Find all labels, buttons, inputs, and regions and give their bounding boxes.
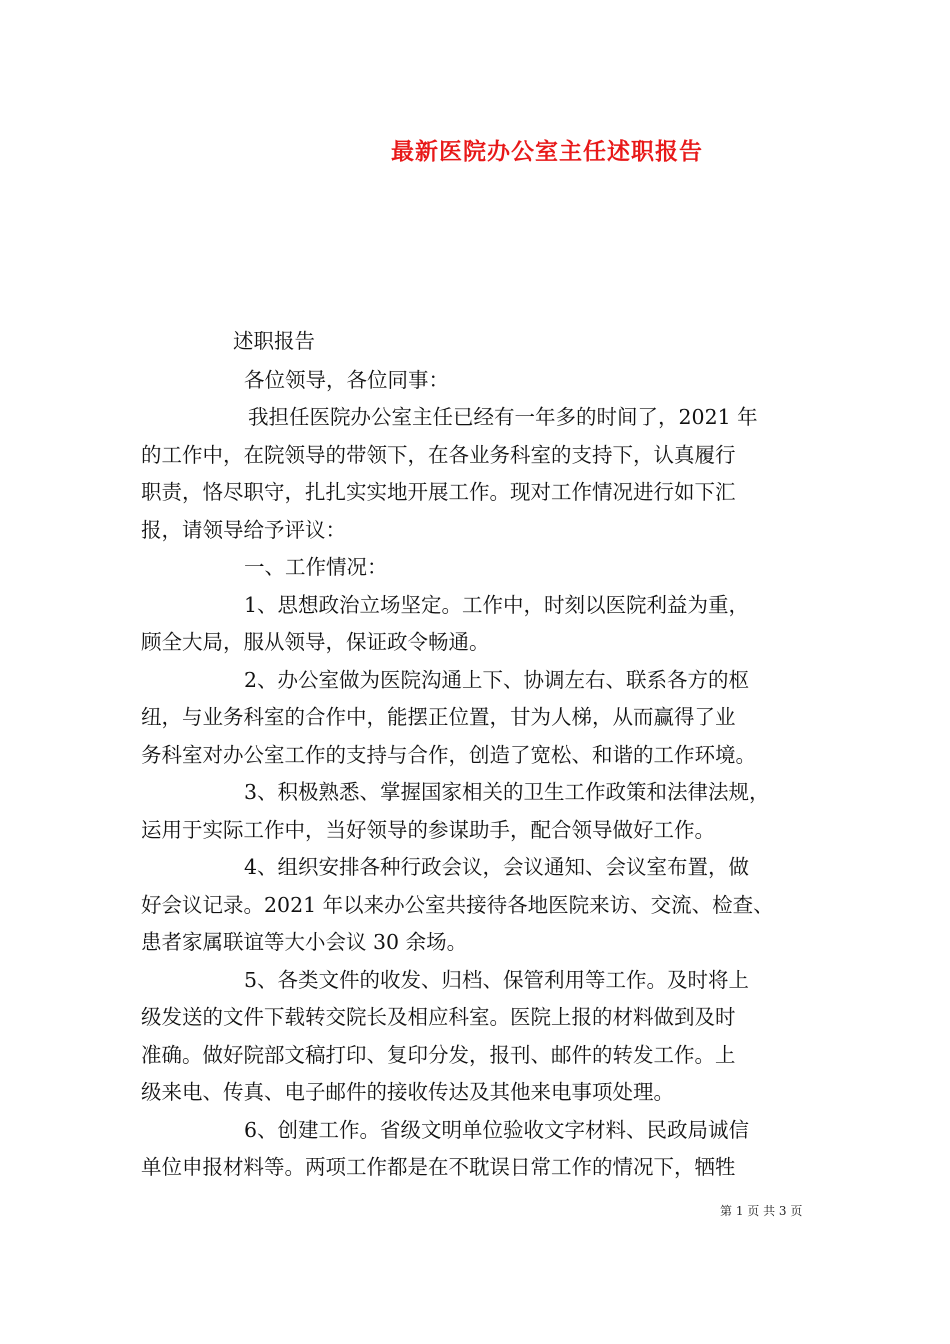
body-line: 6、创建工作。省级文明单位验收文字材料、民政局诚信 [244, 1118, 750, 1142]
body-line: 纽，与业务科室的合作中，能摆正位置，甘为人梯，从而赢得了业 [141, 705, 736, 729]
body-line: 准确。做好院部文稿打印、复印分发，报刊、邮件的转发工作。上 [141, 1043, 736, 1067]
body-line: 务科室对办公室工作的支持与合作，创造了宽松、和谐的工作环境。 [141, 743, 756, 767]
body-line: 的工作中，在院领导的带领下，在各业务科室的支持下，认真履行 [141, 443, 736, 467]
body-line: 顾全大局，服从领导，保证政令畅通。 [141, 630, 490, 654]
body-line: 运用于实际工作中，当好领导的参谋助手，配合领导做好工作。 [141, 818, 715, 842]
body-line: 3、积极熟悉、掌握国家相关的卫生工作政策和法律法规， [244, 780, 770, 804]
body-line: 单位申报材料等。两项工作都是在不耽误日常工作的情况下，牺牲 [141, 1155, 736, 1179]
page-footer: 第 1 页 共 3 页 [720, 1204, 803, 1218]
body-line: 好会议记录。2021 年以来办公室共接待各地医院来访、交流、检查、 [141, 893, 774, 917]
body-line: 我担任医院办公室主任已经有一年多的时间了，2021 年 [248, 405, 758, 429]
body-line: 各位领导，各位同事： [244, 368, 449, 392]
body-line: 级来电、传真、电子邮件的接收传达及其他来电事项处理。 [141, 1080, 674, 1104]
body-line: 患者家属联谊等大小会议 30 余场。 [141, 930, 468, 954]
body-line: 一、工作情况： [244, 555, 388, 579]
body-line: 2、办公室做为医院沟通上下、协调左右、联系各方的枢 [244, 668, 750, 692]
body-line: 职责，恪尽职守，扎扎实实地开展工作。现对工作情况进行如下汇 [141, 480, 736, 504]
body-line: 级发送的文件下载转交院长及相应科室。医院上报的材料做到及时 [141, 1005, 736, 1029]
body-line: 5、各类文件的收发、归档、保管利用等工作。及时将上 [244, 968, 750, 992]
body-line: 报，请领导给予评议： [141, 518, 346, 542]
body-line: 1、思想政治立场坚定。工作中，时刻以医院利益为重， [244, 593, 750, 617]
document-title: 最新医院办公室主任述职报告 [391, 138, 703, 165]
body-line: 述职报告 [233, 329, 315, 353]
body-line: 4、组织安排各种行政会议，会议通知、会议室布置，做 [244, 855, 750, 879]
